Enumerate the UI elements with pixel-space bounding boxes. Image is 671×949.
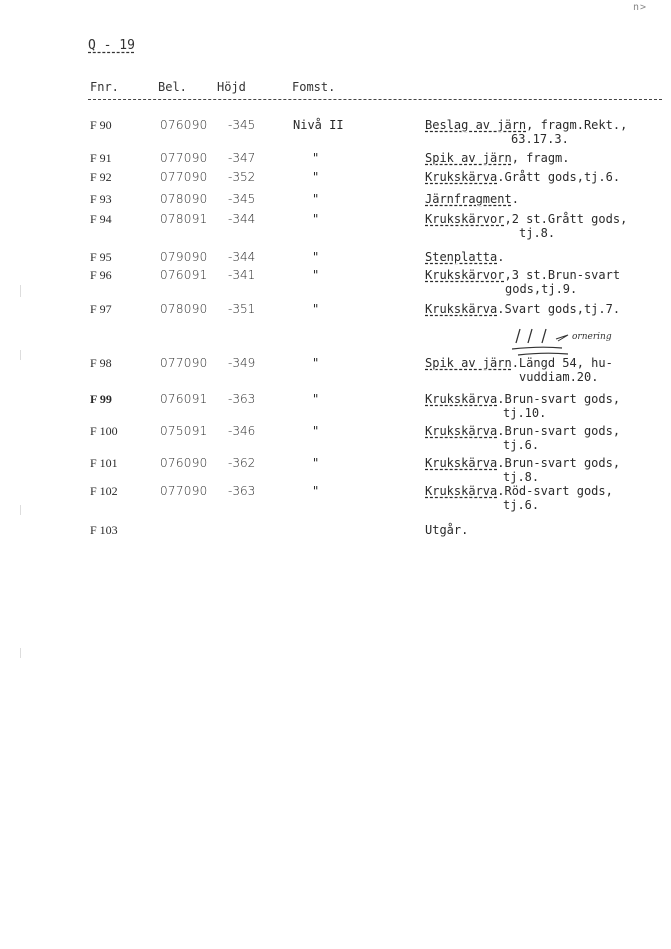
row-desc-line2: tj.6. xyxy=(503,498,540,512)
row-desc-head: Krukskärva xyxy=(425,170,498,184)
row-desc-tail: ,2 st.Grått gods, xyxy=(504,212,628,226)
table-row xyxy=(0,356,671,390)
table-row xyxy=(0,484,671,518)
row-fnr: F 103 xyxy=(90,523,118,537)
row-fnr: F 96 xyxy=(90,268,112,282)
row-desc-head: Spik av järn xyxy=(425,151,512,165)
header-bel: Bel. xyxy=(158,80,187,94)
row-bel: 077090 xyxy=(160,151,208,165)
row-desc-line2: gods,tj.9. xyxy=(505,282,578,296)
row-description xyxy=(425,456,621,484)
row-hojd: -344 xyxy=(228,212,256,226)
row-fomst: " xyxy=(312,212,320,226)
row-description xyxy=(425,212,628,240)
handwritten-note: ornering xyxy=(572,332,612,342)
header-fnr: Fnr. xyxy=(90,80,119,94)
row-description xyxy=(425,268,621,296)
margin-mark xyxy=(20,505,21,515)
row-desc-line2: tj.6. xyxy=(503,438,540,452)
row-fomst: " xyxy=(312,424,320,438)
row-desc-line2: tj.8. xyxy=(503,470,540,484)
row-hojd: -351 xyxy=(228,302,256,316)
row-desc-tail: ,3 st.Brun-svart xyxy=(504,268,621,282)
row-bel: 077090 xyxy=(160,170,208,184)
row-bel: 078091 xyxy=(160,212,208,226)
row-fomst: " xyxy=(312,456,320,470)
row-desc-line2: tj.10. xyxy=(503,406,547,420)
row-desc-tail: Utgår. xyxy=(425,523,469,537)
row-desc-head: Krukskärva xyxy=(425,392,498,406)
header-rule xyxy=(88,99,662,100)
row-desc-tail: .Svart gods,tj.7. xyxy=(497,302,621,316)
row-hojd: -363 xyxy=(228,484,256,498)
row-fomst: Nivå II xyxy=(293,118,344,132)
header-fomst: Fomst. xyxy=(292,80,336,94)
row-hojd: -346 xyxy=(228,424,256,438)
row-fnr: F 102 xyxy=(90,484,118,498)
row-fnr: F 98 xyxy=(90,356,112,370)
row-desc-head: Krukskärvor xyxy=(425,268,505,282)
row-description xyxy=(425,392,621,420)
row-description xyxy=(425,302,620,316)
row-bel: 077090 xyxy=(160,356,208,370)
row-bel: 079090 xyxy=(160,250,208,264)
row-fnr: F 100 xyxy=(90,424,118,438)
table-row xyxy=(0,424,671,458)
row-fnr: F 94 xyxy=(90,212,112,226)
row-fomst: " xyxy=(312,170,320,184)
row-description xyxy=(425,356,613,384)
row-bel: 076090 xyxy=(160,456,208,470)
margin-mark xyxy=(20,285,21,297)
margin-mark xyxy=(20,350,21,360)
row-desc-head: Krukskärvor xyxy=(425,212,505,226)
row-fnr: F 95 xyxy=(90,250,112,264)
row-hojd: -344 xyxy=(228,250,256,264)
row-description xyxy=(425,250,504,264)
row-hojd: -352 xyxy=(228,170,256,184)
row-desc-tail: , fragm.Rekt., xyxy=(526,118,628,132)
row-hojd: -347 xyxy=(228,151,256,165)
row-fnr: F 101 xyxy=(90,456,118,470)
row-desc-head: Krukskärva xyxy=(425,424,498,438)
table-row xyxy=(0,268,671,302)
row-desc-tail: .Brun-svart gods, xyxy=(497,456,621,470)
row-bel: 077090 xyxy=(160,484,208,498)
row-desc-tail: . xyxy=(497,250,505,264)
row-bel: 076091 xyxy=(160,392,208,406)
row-desc-head: Stenplatta xyxy=(425,250,498,264)
row-desc-line2: 63.17.3. xyxy=(511,132,569,146)
row-desc-tail: .Brun-svart gods, xyxy=(497,424,621,438)
row-description xyxy=(425,118,628,146)
row-fnr: F 91 xyxy=(90,151,112,165)
row-bel: 076091 xyxy=(160,268,208,282)
header-hojd: Höjd xyxy=(217,80,246,94)
row-desc-tail: . xyxy=(511,192,519,206)
row-fnr: F 99 xyxy=(90,392,112,406)
row-description xyxy=(425,424,621,452)
row-fomst: " xyxy=(312,302,320,316)
sheet-code: Q - 19 xyxy=(88,38,135,53)
row-fnr: F 97 xyxy=(90,302,112,316)
row-fomst: " xyxy=(312,268,320,282)
table-row xyxy=(0,212,671,246)
margin-mark xyxy=(20,648,21,658)
table-row xyxy=(0,523,671,557)
row-desc-tail: .Grått gods,tj.6. xyxy=(497,170,621,184)
row-fomst: " xyxy=(312,392,320,406)
row-desc-line2: tj.8. xyxy=(519,226,556,240)
row-hojd: -341 xyxy=(228,268,256,282)
row-fnr: F 93 xyxy=(90,192,112,206)
row-desc-head: Järnfragment xyxy=(425,192,512,206)
row-description xyxy=(425,484,613,512)
row-hojd: -345 xyxy=(228,192,256,206)
row-bel: 076090 xyxy=(160,118,208,132)
row-description xyxy=(425,151,570,165)
row-fomst: " xyxy=(312,192,320,206)
row-bel: 078090 xyxy=(160,302,208,316)
table-row xyxy=(0,118,671,152)
row-desc-head: Krukskärva xyxy=(425,484,498,498)
row-desc-tail: , fragm. xyxy=(511,151,570,165)
row-bel: 075091 xyxy=(160,424,208,438)
row-fomst: " xyxy=(312,356,320,370)
row-fomst: " xyxy=(312,484,320,498)
row-desc-head: Krukskärva xyxy=(425,456,498,470)
row-desc-head: Krukskärva xyxy=(425,302,498,316)
row-fomst: " xyxy=(312,250,320,264)
row-hojd: -363 xyxy=(228,392,256,406)
row-fomst: " xyxy=(312,151,320,165)
row-desc-tail: .Brun-svart gods, xyxy=(497,392,621,406)
row-desc-tail: .Röd-svart gods, xyxy=(497,484,613,498)
row-desc-head: Spik av järn xyxy=(425,356,512,370)
row-description xyxy=(425,523,468,537)
corner-mark: n> xyxy=(632,2,647,13)
row-hojd: -362 xyxy=(228,456,256,470)
row-desc-line2: vuddiam.20. xyxy=(519,370,599,384)
row-desc-head: Beslag av järn xyxy=(425,118,527,132)
row-desc-tail: .Längd 54, hu- xyxy=(511,356,613,370)
row-fnr: F 90 xyxy=(90,118,112,132)
row-bel: 078090 xyxy=(160,192,208,206)
row-hojd: -345 xyxy=(228,118,256,132)
table-row xyxy=(0,392,671,426)
row-description xyxy=(425,192,519,206)
row-description xyxy=(425,170,620,184)
row-hojd: -349 xyxy=(228,356,256,370)
row-fnr: F 92 xyxy=(90,170,112,184)
